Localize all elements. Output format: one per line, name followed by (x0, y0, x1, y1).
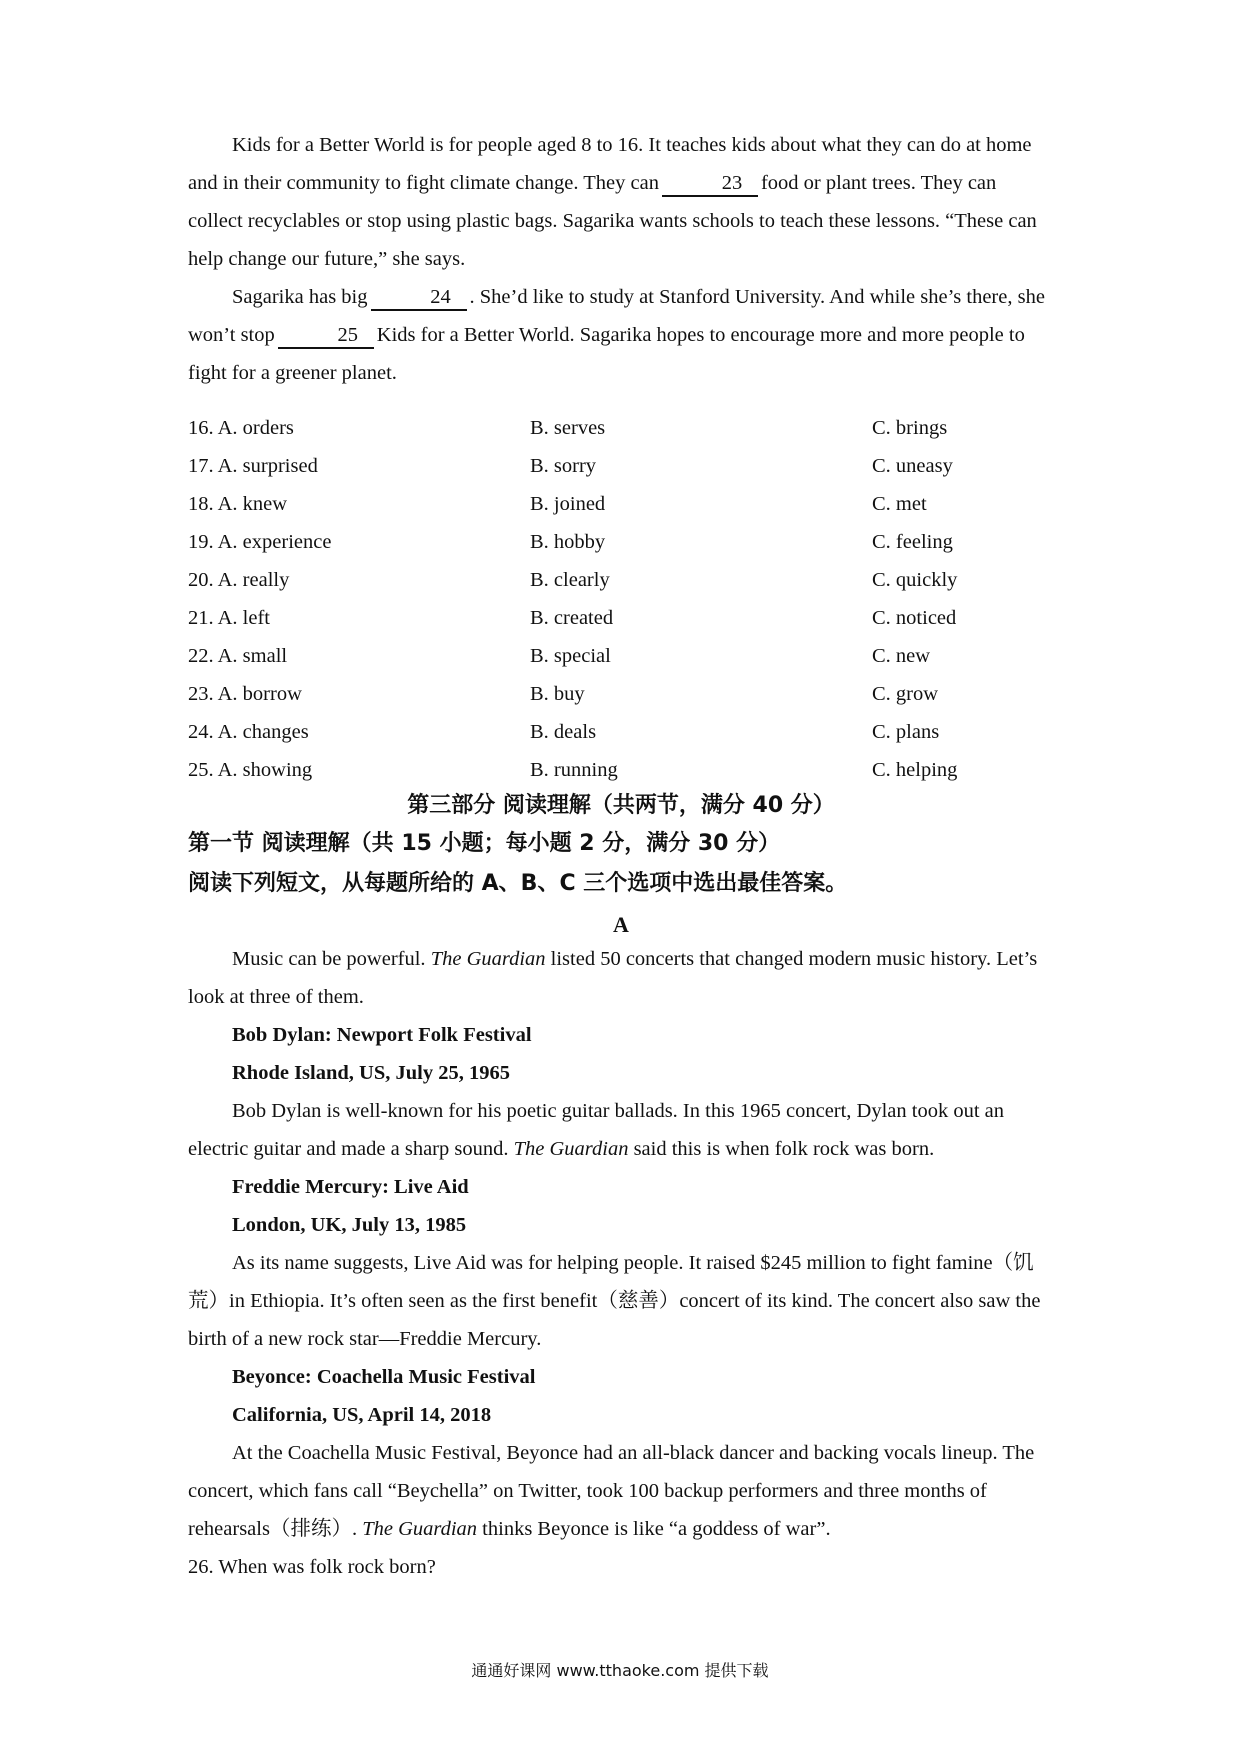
option-c: C. noticed (872, 607, 957, 629)
cloze-options (188, 409, 1054, 789)
guardian-title: The Guardian (362, 1518, 478, 1540)
option-b: B. created (530, 607, 614, 629)
cloze-passage-end (188, 126, 1054, 392)
option-b: B. serves (530, 417, 606, 439)
concert-1-title: Bob Dylan: Newport Folk Festival (232, 1024, 532, 1046)
concert-2-text: As its name suggests, Live Aid was for helping people. It raised $245 million to fight famine（饥荒）in Ethiopia. It’s often seen as the first benefit（慈善）concert of its kind. The concert also saw the birth of a new rock star—Freddie Mercury. (188, 1252, 1041, 1350)
question-26: 26. When was folk rock born? (188, 1556, 436, 1578)
option-a: 23. A. borrow (188, 683, 302, 705)
option-b: B. buy (530, 683, 585, 705)
option-row-24 (188, 713, 1054, 751)
guardian-title: The Guardian (430, 948, 546, 970)
section-one-heading: 第一节 阅读理解（共 15 小题；每小题 2 分，满分 30 分） (188, 831, 781, 856)
option-row-19 (188, 523, 1054, 561)
option-row-22 (188, 637, 1054, 675)
concert-3-place: California, US, April 14, 2018 (232, 1404, 492, 1426)
option-row-16 (188, 409, 1054, 447)
option-c: C. brings (872, 417, 948, 439)
cloze-blank-25: 25 (278, 323, 374, 349)
concert-1-text: Bob Dylan is well-known for his poetic guitar ballads. In this 1965 concert, Dylan took out an electric guitar and made a sharp sound. The Guardian said this is when folk rock was born. (188, 1100, 1005, 1160)
concert-3-title: Beyonce: Coachella Music Festival (232, 1366, 536, 1388)
option-a: 20. A. really (188, 569, 290, 591)
option-a: 25. A. showing (188, 759, 313, 781)
option-a: 21. A. left (188, 607, 270, 629)
option-row-21 (188, 599, 1054, 637)
option-c: C. plans (872, 721, 940, 743)
passage-letter: A (613, 912, 629, 937)
option-a: 22. A. small (188, 645, 288, 667)
option-c: C. helping (872, 759, 958, 781)
option-a: 16. A. orders (188, 417, 294, 439)
option-b: B. sorry (530, 455, 597, 477)
option-b: B. hobby (530, 531, 606, 553)
option-c: C. uneasy (872, 455, 953, 477)
option-row-18 (188, 485, 1054, 523)
cloze-paragraph-2: Sagarika has big 24 . She’d like to study at Stanford University. And while she’s there, she won’t stop 25 Kids for a Better World. Sagarika hopes to encourage more and more people to fight for a greener planet. (188, 286, 1045, 384)
option-c: C. quickly (872, 569, 958, 591)
cloze-paragraph-1: Kids for a Better World is for people aged 8 to 16. It teaches kids about what they can do at home and in their community to fight climate change. They can 23 food or plant trees. They can collect recyclables or stop using plastic bags. Sagarika wants schools to teach these lessons. “These can help change our future,” she says. (188, 134, 1037, 270)
option-b: B. running (530, 759, 618, 781)
option-b: B. clearly (530, 569, 610, 591)
cloze-blank-24: 24 (371, 285, 467, 311)
concert-3-text: At the Coachella Music Festival, Beyonce had an all-black dancer and backing vocals lineup. The concert, which fans call “Beychella” on Twitter, took 100 backup performers and three months of rehearsals（排练）. The Guardian thinks Beyonce is like “a goddess of war”. (188, 1442, 1035, 1540)
option-a: 19. A. experience (188, 531, 332, 553)
guardian-title: The Guardian (513, 1138, 629, 1160)
option-c: C. grow (872, 683, 939, 705)
cloze-blank-23: 23 (662, 171, 758, 197)
option-row-20 (188, 561, 1054, 599)
passage-intro: Music can be powerful. The Guardian listed 50 concerts that changed modern music history. Let’s look at three of them. (188, 948, 1038, 1008)
option-a: 18. A. knew (188, 493, 288, 515)
option-a: 17. A. surprised (188, 455, 318, 477)
option-row-25 (188, 751, 1054, 789)
option-b: B. special (530, 645, 611, 667)
option-row-23 (188, 675, 1054, 713)
option-a: 24. A. changes (188, 721, 309, 743)
option-c: C. met (872, 493, 927, 515)
option-b: B. joined (530, 493, 606, 515)
page-footer: 通通好课网 www.tthaoke.com 提供下载 (471, 1661, 769, 1680)
concert-2-place: London, UK, July 13, 1985 (232, 1214, 467, 1236)
option-row-17 (188, 447, 1054, 485)
option-c: C. new (872, 645, 931, 667)
part-three-heading: 第三部分 阅读理解（共两节，满分 40 分） (407, 793, 835, 818)
instruction-text: 阅读下列短文，从每题所给的 A、B、C 三个选项中选出最佳答案。 (188, 871, 848, 896)
concert-1-place: Rhode Island, US, July 25, 1965 (232, 1062, 510, 1084)
option-c: C. feeling (872, 531, 953, 553)
option-b: B. deals (530, 721, 597, 743)
reading-passage-a (188, 940, 1054, 1586)
concert-2-title: Freddie Mercury: Live Aid (232, 1176, 469, 1198)
